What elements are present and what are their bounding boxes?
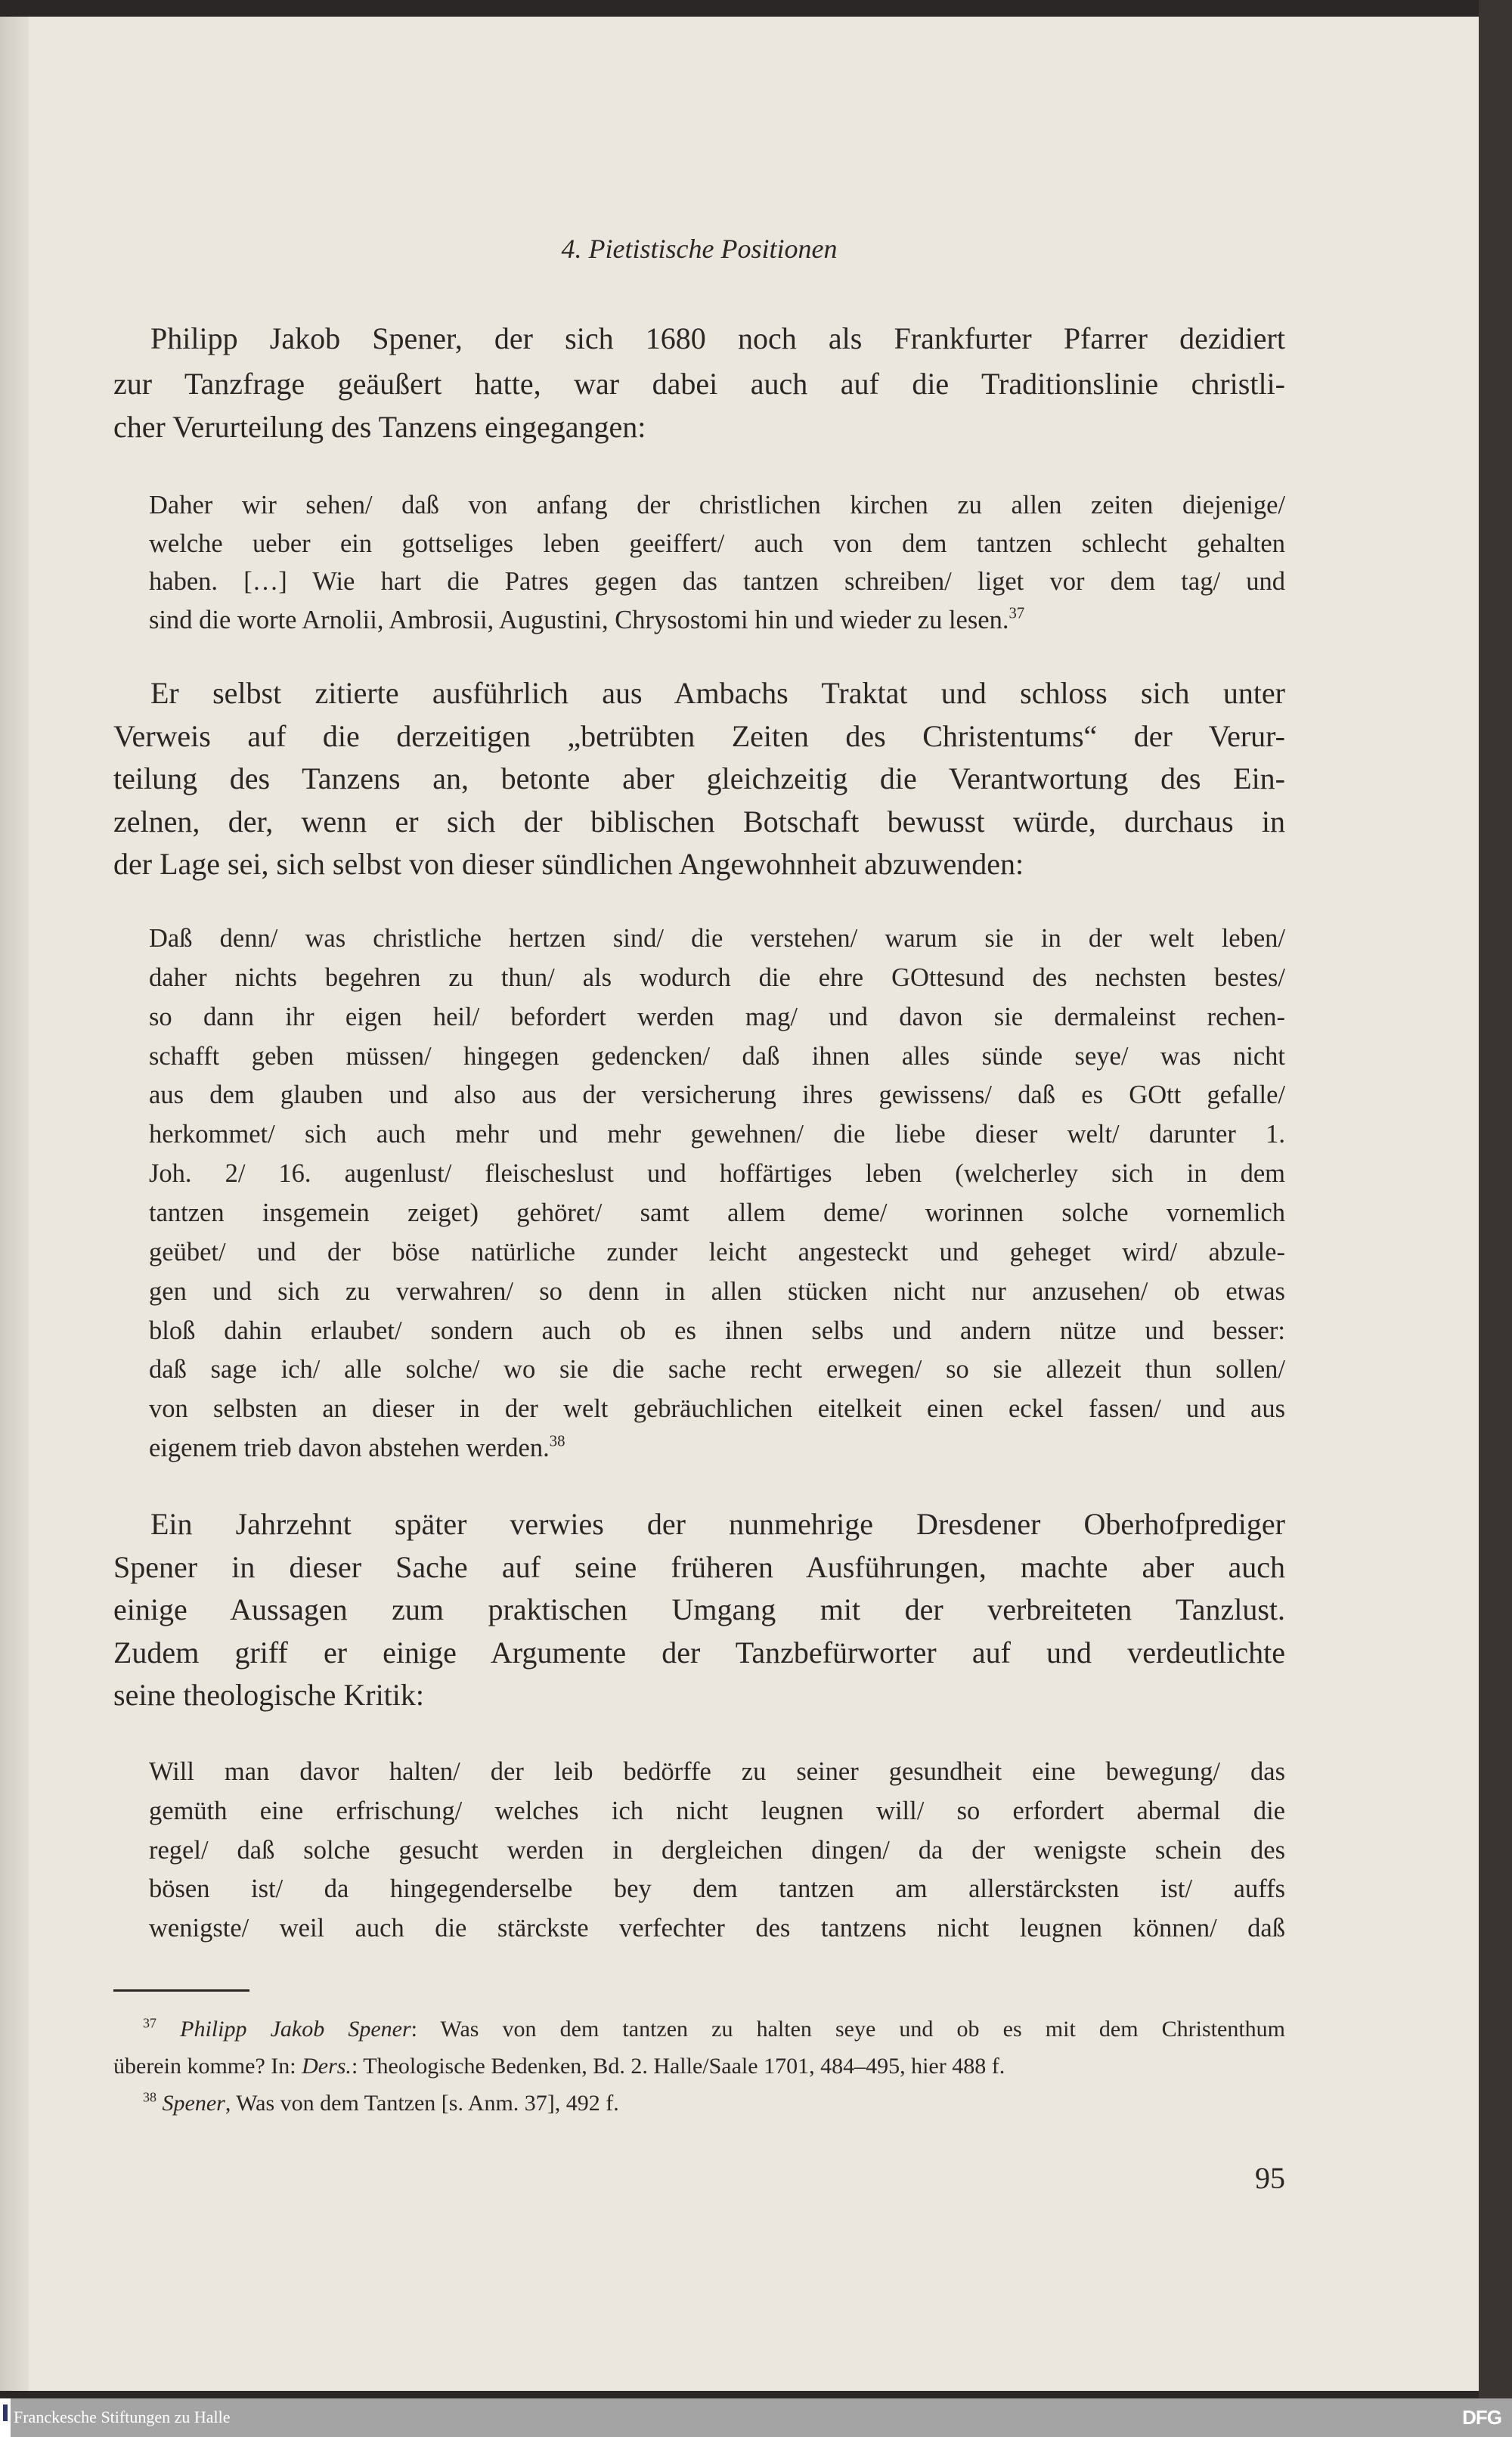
line-text: teilung des Tanzens an, betonte aber gleichzeitig die Verantwortung des Ein-: [113, 761, 1285, 795]
dfg-logo: DFG: [1462, 2406, 1501, 2429]
line-text: seine theologische Kritik:: [113, 1678, 425, 1712]
line-text: Zudem griff er einige Argumente der Tanzbefürworter auf und verdeutlichte: [113, 1636, 1285, 1670]
line-text: Verweis auf die derzeitigen „betrübten Zeiten des Christentums“ der Verur-: [113, 719, 1285, 753]
line-text: wenigste/ weil auch die stärckste verfechter des tantzens nicht leugnen können/ daß: [149, 1914, 1285, 1942]
footnote-reference[interactable]: 38: [549, 1433, 565, 1450]
quote-6-line: [149, 1912, 1285, 1944]
footnote-text: : Theologische Bedenken, Bd. 2. Halle/Saale 1701, 484–495, hier 488 f.: [351, 2054, 1005, 2079]
quote-4-line: [149, 1315, 1285, 1347]
line-text: gen und sich zu verwahren/ so denn in allen stücken nicht nur anzusehen/ ob etwas: [149, 1276, 1285, 1306]
footnote-number: 38: [143, 2089, 156, 2105]
paragraph-5-line: [113, 1677, 1285, 1713]
line-text: regel/ daß solche gesucht werden in dergleichen dingen/ da der wenigste schein des: [149, 1836, 1285, 1865]
line-text: der Lage sei, sich selbst von dieser sündlichen Angewohnheit abzuwenden:: [113, 847, 1024, 881]
quote-4-line: [149, 922, 1285, 954]
quote-4-line: [149, 1001, 1285, 1033]
line-text: Will man davor halten/ der leib bedörffe zu seiner gesundheit eine bewegung/ das: [149, 1757, 1285, 1786]
line-text: Daher wir sehen/ daß von anfang der christlichen kirchen zu allen zeiten diejenige/: [149, 491, 1285, 519]
quote-4-line: [149, 1040, 1285, 1072]
quote-6-line: [149, 1756, 1285, 1787]
paragraph-3-line: [113, 718, 1285, 755]
footnote-text: überein komme? In:: [113, 2054, 302, 2079]
line-text: eigenem trieb davon abstehen werden.: [149, 1434, 550, 1463]
quote-6-line: [149, 1795, 1285, 1827]
line-text: Ein Jahrzehnt später verwies der nunmehrige Dresdener Oberhofprediger: [150, 1507, 1285, 1541]
line-text: daher nichts begehren zu thun/ als wodurch die ehre GOttesund des nechsten bestes/: [149, 963, 1285, 992]
quote-4-line: [149, 1276, 1285, 1307]
footer-bar: [0, 2398, 1512, 2437]
scan-border: [1479, 0, 1512, 2398]
footnote-ders: Ders.: [302, 2054, 352, 2079]
footnote-text: : Was von dem tantzen zu halten seye und ob es mit dem Christenthum: [411, 2017, 1285, 2042]
line-text: schafft geben müssen/ hingegen gedencken/ daß ihnen alles sünde seye/ was nicht: [149, 1041, 1285, 1071]
paragraph-1-line: [150, 321, 1285, 357]
quote-2-line: [149, 528, 1285, 560]
quote-4-line: [149, 1432, 1285, 1464]
line-text: gemüth eine erfrischung/ welches ich nicht leugnen will/ so erfordert abermal die: [149, 1797, 1285, 1825]
line-text: tantzen insgemein zeiget) gehöret/ samt allem deme/ worinnen solche vornemlich: [149, 1198, 1285, 1227]
line-text: einige Aussagen zum praktischen Umgang mit der verbreiteten Tanzlust.: [113, 1592, 1285, 1626]
line-text: bösen ist/ da hingegenderselbe bey dem tantzen am allerstärcksten ist/ auffs: [149, 1874, 1285, 1903]
line-text: Er selbst zitierte ausführlich aus Ambachs Traktat und schloss sich unter: [150, 676, 1285, 710]
paragraph-3-line: [113, 804, 1285, 840]
line-text: zelnen, der, wenn er sich der biblischen Botschaft bewusst würde, durchaus in: [113, 805, 1285, 839]
line-text: Daß denn/ was christliche hertzen sind/ die verstehen/ warum sie in der welt leben/: [149, 924, 1285, 953]
footnote-38: [143, 2089, 1285, 2118]
page-number: 95: [1255, 2161, 1285, 2195]
institution-logo-icon: [0, 2398, 11, 2437]
line-text: Spener in dieser Sache auf seine früheren Ausführungen, machte aber auch: [113, 1550, 1285, 1584]
quote-6-line: [149, 1873, 1285, 1905]
paragraph-3-line: [113, 761, 1285, 797]
line-text: so dann ihr eigen heil/ befordert werden mag/ und davon sie dermaleinst rechen-: [149, 1002, 1285, 1031]
footnote-number: 37: [143, 2015, 156, 2031]
line-text: herkommet/ sich auch mehr und mehr gewehnen/ die liebe dieser welt/ darunter 1.: [149, 1120, 1285, 1149]
paragraph-5-line: [113, 1549, 1285, 1586]
quote-4-line: [149, 1353, 1285, 1385]
line-text: welche ueber ein gottseliges leben geeiffert/ auch von dem tantzen schlecht gehalten: [149, 529, 1285, 558]
footnote-37-line-1: [143, 2015, 1285, 2044]
line-text: bloß dahin erlaubet/ sondern auch ob es ihnen selbs und andern nütze und besser:: [149, 1316, 1285, 1345]
line-text: sind die worte Arnolii, Ambrosii, Augustini, Chrysostomi hin und wieder zu lesen.: [149, 606, 1009, 634]
adjacent-page-edge: [0, 17, 29, 2391]
line-text: daß sage ich/ alle solche/ wo sie die sache recht erwegen/ so sie allezeit thun sollen/: [149, 1355, 1285, 1384]
quote-2-line: [149, 489, 1285, 521]
paragraph-3-line: [113, 846, 1285, 882]
quote-4-line: [149, 1393, 1285, 1425]
quote-2-line: [149, 566, 1285, 597]
footnote-author: Spener: [162, 2091, 225, 2116]
line-text: aus dem glauben und also aus der versicherung ihres gewissens/ daß es GOtt gefalle/: [149, 1081, 1285, 1110]
line-text: Philipp Jakob Spener, der sich 1680 noch als Frankfurter Pfarrer dezidiert: [150, 321, 1285, 355]
line-text: Joh. 2/ 16. augenlust/ fleischeslust und hoffärtiges leben (welcherley sich in dem: [149, 1159, 1285, 1189]
footnote-rule: [113, 1989, 249, 1992]
footnote-text: , Was von dem Tantzen [s. Anm. 37], 492 f.: [225, 2091, 619, 2116]
quote-2-line: [149, 604, 1285, 636]
footnote-author: Philipp Jakob Spener: [180, 2017, 411, 2042]
footnote-reference[interactable]: 37: [1009, 605, 1025, 622]
footnote-37-line-2: [113, 2052, 1285, 2081]
paragraph-5-line: [113, 1592, 1285, 1628]
line-text: von selbsten an dieser in der welt gebräuchlichen eitelkeit einen eckel fassen/ und aus: [149, 1394, 1285, 1424]
quote-4-line: [149, 1158, 1285, 1189]
section-heading: 4. Pietistische Positionen: [561, 234, 838, 264]
paragraph-5-line: [113, 1635, 1285, 1671]
paragraph-1-line: [113, 366, 1285, 402]
quote-4-line: [149, 1197, 1285, 1229]
institution-name[interactable]: Franckesche Stiftungen zu Halle: [14, 2408, 231, 2426]
line-text: geübet/ und der böse natürliche zunder leicht angesteckt und geheget wird/ abzule-: [149, 1237, 1285, 1267]
quote-4-line: [149, 1236, 1285, 1268]
paragraph-1-line: [113, 409, 1285, 445]
quote-4-line: [149, 1079, 1285, 1111]
paragraph-3-line: [150, 675, 1285, 712]
line-text: haben. […] Wie hart die Patres gegen das tantzen schreiben/ liget vor dem tag/ und: [149, 567, 1285, 596]
line-text: zur Tanzfrage geäußert hatte, war dabei auch auf die Traditionslinie christli-: [113, 367, 1285, 401]
quote-4-line: [149, 962, 1285, 994]
quote-6-line: [149, 1834, 1285, 1866]
line-text: cher Verurteilung des Tanzens eingegangen:: [113, 410, 646, 444]
quote-4-line: [149, 1118, 1285, 1150]
paragraph-5-line: [150, 1506, 1285, 1543]
